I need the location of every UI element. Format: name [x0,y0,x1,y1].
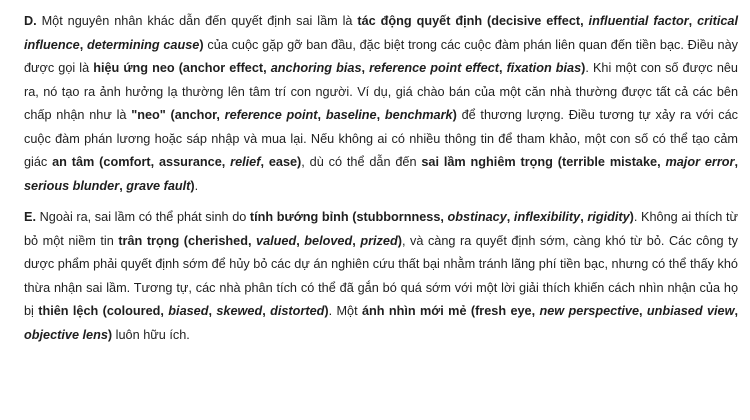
body-text: . [194,178,199,193]
emphasis-term: valued [256,233,297,248]
key-term: , [506,210,514,224]
emphasis-term: reference point effect [369,61,499,75]
key-term: ) [629,210,634,224]
body-text: luôn hữu ích. [112,327,190,342]
body-text: để thương lượng. Điều tương tự xảy ra với các cuộc đàm phán lương hoặc sáp nhập và mua lại. Nếu không ai có nhiều thông tin để tham khảo, một con số có thể tạo cảm giác [24,108,739,169]
emphasis-term: beloved [304,233,353,248]
key-term: , [119,178,127,193]
key-term: tác động quyết định (decisive effect, [357,14,589,28]
body-text: . Một [328,304,362,318]
emphasis-term: fixation bias [506,61,582,75]
key-term: an tâm (comfort, assurance, [52,155,231,169]
key-term: , [580,210,588,224]
key-term: , [734,155,738,169]
key-term: , [639,304,647,318]
key-term: thiên lệch (coloured, [38,304,169,318]
emphasis-term: benchmark [384,108,453,122]
emphasis-term: reference point [224,108,318,122]
key-term: E. [24,210,40,224]
emphasis-term: obstinacy [447,210,507,224]
key-term: ) [107,327,113,342]
body-text: Ngoài ra, sai lầm có thể phát sinh do [39,210,250,224]
paragraph-d [24,10,738,198]
emphasis-term: anchoring bias [270,61,362,75]
key-term: ) [452,108,457,122]
emphasis-term: prized [360,233,398,248]
key-term: , [734,304,738,318]
key-term: ) [324,304,329,318]
emphasis-term: grave fault [126,178,191,193]
emphasis-term: new perspective [539,304,640,318]
key-term: sai lầm nghiêm trọng (terrible mistake, [421,155,666,169]
key-term: , [361,61,370,75]
key-term: , [296,233,305,248]
body-text: . Không ai thích từ bỏ một niềm tin [24,210,738,248]
emphasis-term: relief [230,155,261,169]
body-text: , và càng ra quyết định sớm, càng khó từ bỏ. Các công ty dược phẩm phải quyết định sớm để hủy bỏ các dự án nghiên cứu thất bại nhằm tránh lãng phí tiền bạc, nhưng có thể thấy khó thừa nhận sai lầm. Tương tự, các nhà phân tích có thể đã gắn bó quá sớm với một lời giải thích khiến cách nhìn nhận của họ bị [24,233,738,318]
key-term: , [262,304,271,318]
emphasis-term: critical influence [24,14,738,52]
emphasis-term: determining cause [87,37,200,52]
paragraph-e [24,206,738,347]
key-term: ) [199,37,204,52]
body-text: , dù có thể dẫn đến [301,155,422,169]
emphasis-term: objective lens [24,327,108,342]
key-term: "neo" (anchor, [131,108,225,122]
key-term: , [79,37,87,52]
emphasis-term: biased [168,304,209,318]
key-term: ánh nhìn mới mẻ (fresh eye, [361,304,540,318]
emphasis-term: baseline [325,108,377,122]
body-text: của cuộc gặp gỡ ban đầu, đặc biệt trong các cuộc đàm phán liên quan đến tiền bạc. Điều này được gọi là [24,37,738,75]
emphasis-term: serious blunder [24,178,120,193]
key-term: trân trọng (cherished, [118,233,257,248]
emphasis-term: rigidity [587,210,630,224]
emphasis-term: unbiased view [646,304,735,318]
key-term: , [376,108,385,122]
key-term: , [688,14,698,28]
emphasis-term: influential factor [588,14,689,28]
key-term: , [352,233,361,248]
key-term: D. [24,14,42,28]
emphasis-term: inflexibility [513,210,581,224]
emphasis-term: distorted [270,304,325,318]
body-text: . Khi một con số được nêu ra, nó tạo ra ảnh hưởng lạ thường lên tâm trí con người. Ví dụ, giá chào bán của một căn nhà thường được tất cả các bên chấp nhận như là [24,61,738,122]
key-term: tính bướng bỉnh (stubbornness, [249,210,448,224]
body-text: Một nguyên nhân khác dẫn đến quyết định sai lầm là [41,14,358,28]
key-term: ) [397,233,402,248]
key-term: ) [581,61,586,75]
key-term: , [208,304,217,318]
emphasis-term: skewed [216,304,263,318]
key-term: , [317,108,326,122]
key-term: , [498,61,507,75]
key-term: ) [190,178,195,193]
key-term: , ease) [260,155,302,169]
key-term: hiệu ứng neo (anchor effect, [93,61,271,75]
emphasis-term: major error [665,155,735,169]
